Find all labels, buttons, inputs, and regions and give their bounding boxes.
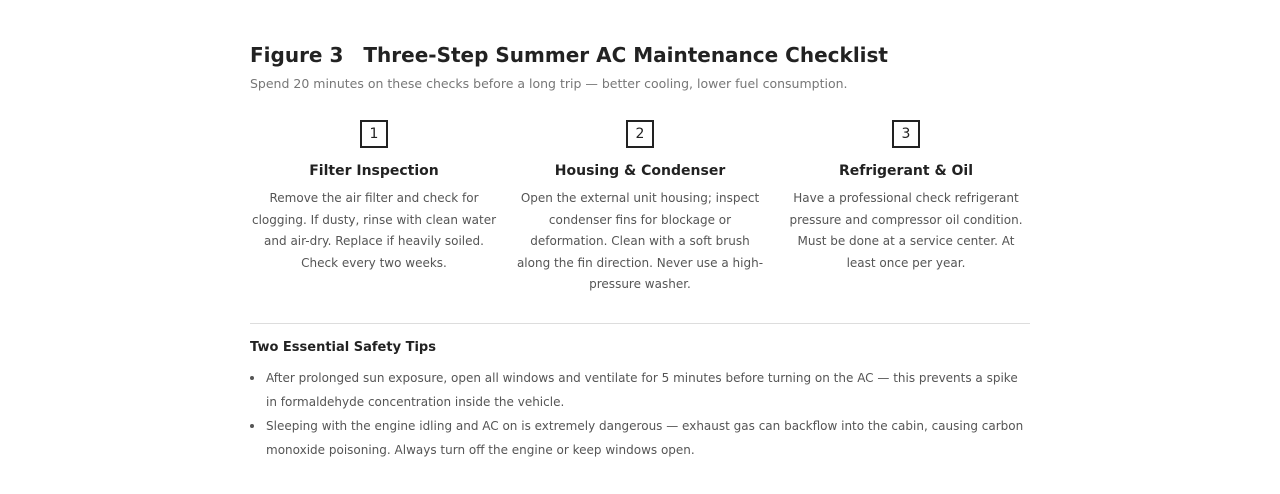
bullet-icon xyxy=(250,424,254,428)
step-number-badge: 1 xyxy=(360,120,388,148)
tip-text: After prolonged sun exposure, open all windows and ventilate for 5 minutes before turning on the AC — this prevents a spike in formaldehyde concentration inside the vehicle. xyxy=(266,370,1018,409)
figure-label: Figure 3 xyxy=(250,43,344,67)
step-description: Remove the air filter and check for clogging. If dusty, rinse with clean water and air-dry. Replace if heavily soiled. Check every two weeks. xyxy=(251,191,497,270)
step-description: Have a professional check refrigerant pressure and compressor oil condition. Must be done at a service center. At least once per year. xyxy=(789,191,1023,270)
step-title: Housing & Condenser xyxy=(554,163,726,179)
step-description: Open the external unit housing; inspect condenser fins for blockage or deformation. Clean with a soft brush along the fin direction. Never use a high-pressure washer. xyxy=(516,191,764,291)
step-refrigerant-oil xyxy=(782,120,1030,296)
figure-title-text: Three-Step Summer AC Maintenance Checklist xyxy=(363,43,888,67)
step-title: Refrigerant & Oil xyxy=(838,163,974,179)
bullet-icon xyxy=(250,376,254,380)
safety-tips-list xyxy=(250,366,1030,462)
step-number-badge: 2 xyxy=(626,120,654,148)
steps-row xyxy=(250,120,1030,296)
step-number-badge: 3 xyxy=(892,120,920,148)
list-item xyxy=(250,366,1030,414)
list-item xyxy=(250,414,1030,462)
step-title: Filter Inspection xyxy=(309,163,439,179)
safety-tips-heading: Two Essential Safety Tips xyxy=(250,339,436,355)
section-divider xyxy=(250,323,1030,324)
figure-title xyxy=(250,42,1030,68)
tip-text: Sleeping with the engine idling and AC on is extremely dangerous — exhaust gas can backflow into the cabin, causing carbon monoxide poisoning. Always turn off the engine or keep windows open. xyxy=(266,418,1024,457)
step-housing-condenser xyxy=(516,120,764,296)
step-filter-inspection xyxy=(250,120,498,296)
figure-container xyxy=(250,42,1030,462)
figure-subtitle: Spend 20 minutes on these checks before a long trip — better cooling, lower fuel consumption. xyxy=(250,76,848,91)
